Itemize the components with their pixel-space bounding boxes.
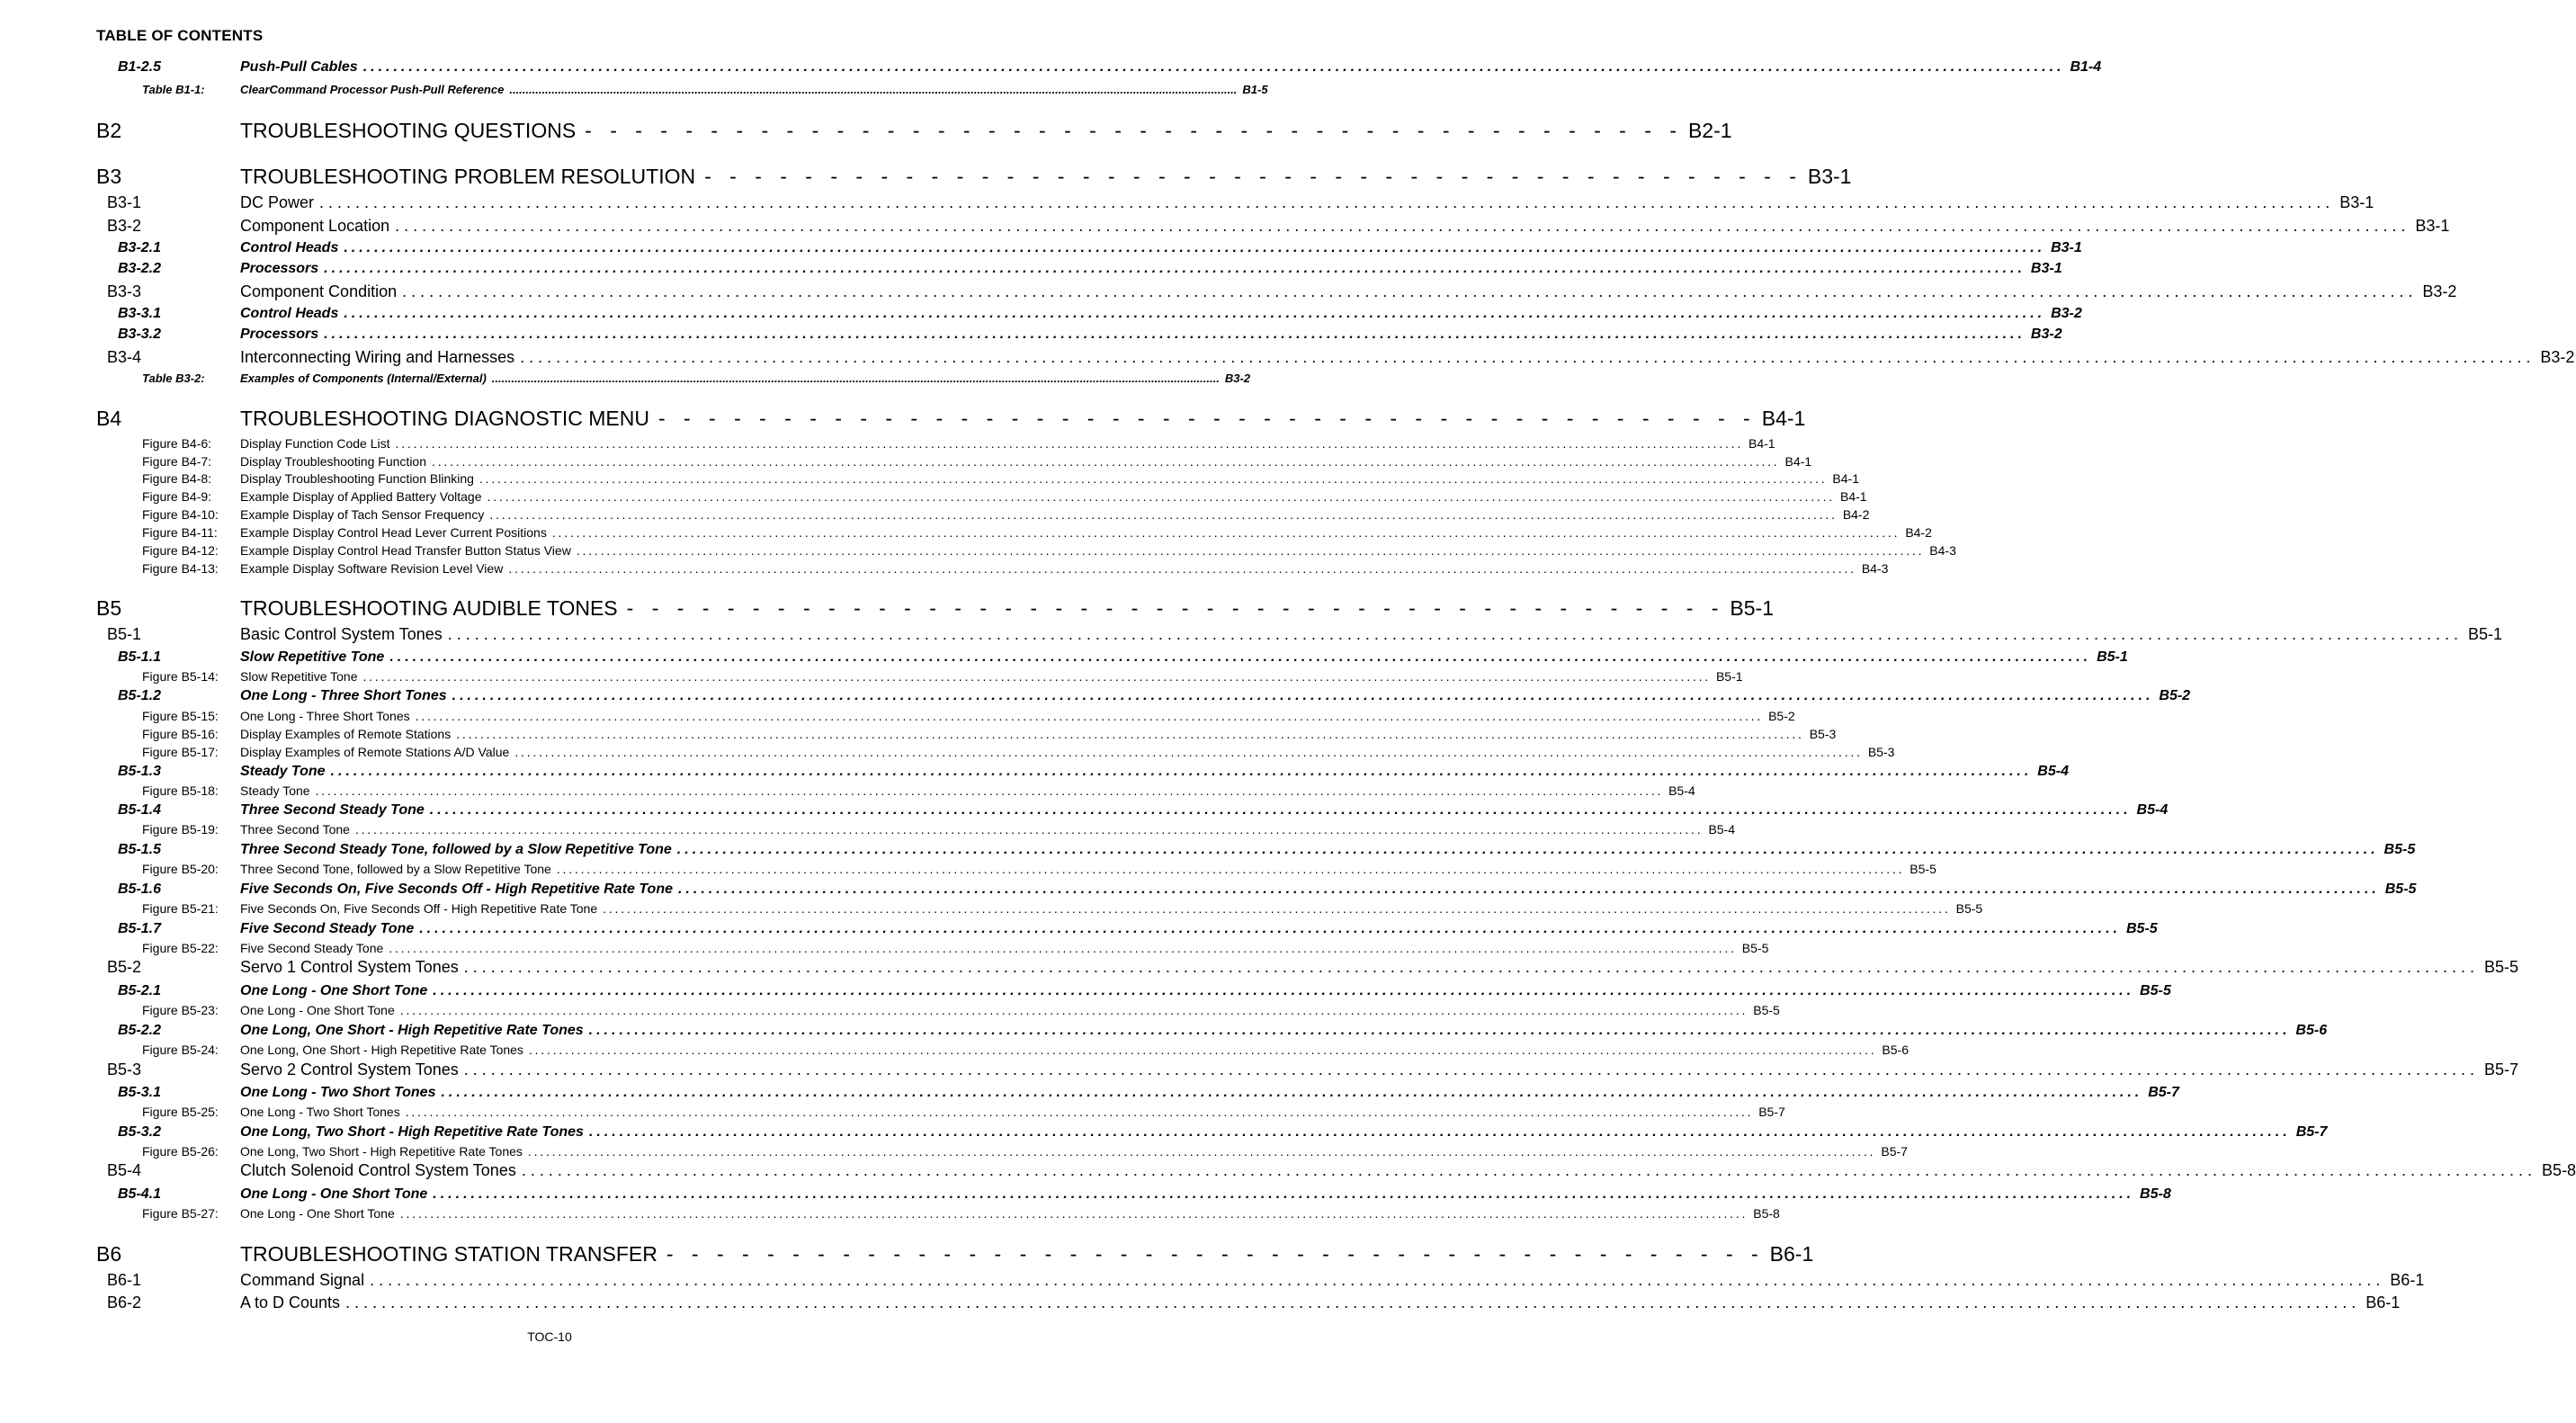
toc-entry-page: B5-1 [2097, 649, 2128, 665]
toc-entry-number: B5-3.2 [118, 1124, 162, 1140]
toc-entry-leader: ................................................................................................................................................................................................................................ [395, 436, 1744, 451]
toc-entry-number: B3-2.1 [118, 240, 162, 255]
toc-entry-body [240, 348, 2575, 367]
toc-entry-title: Servo 1 Control System Tones [240, 958, 459, 976]
toc-entry-body [240, 371, 1251, 385]
toc-entry-number: Figure B5-24: [142, 1043, 219, 1057]
toc-entry-page: B5-4 [2136, 802, 2169, 818]
toc-entry-body [240, 1003, 1780, 1017]
toc-entry-title: TROUBLESHOOTING STATION TRANSFER [240, 1242, 657, 1266]
toc-entry-leader: ................................................................................................................................................................................................................................ [452, 688, 2154, 703]
toc-entry-body [240, 862, 1936, 876]
toc-entry-leader: ................................................................................................................................................................................................................................ [433, 1186, 2135, 1202]
toc-entry-page: B3-1 [2051, 240, 2082, 255]
toc-entry-title: One Long - One Short Tone [240, 1186, 428, 1202]
toc-entry-page: B3-2 [1224, 371, 1251, 385]
page-header-title: TABLE OF CONTENTS [96, 27, 264, 44]
toc-entry-page: B3-2 [2051, 306, 2082, 321]
toc-entry-title: Display Examples of Remote Stations [240, 727, 452, 741]
toc-entry-page: B5-5 [2384, 842, 2416, 857]
toc-entry-title: TROUBLESHOOTING DIAGNOSTIC MENU [240, 407, 649, 430]
toc-entry-body [240, 165, 1852, 189]
toc-entry-title: One Long, One Short - High Repetitive Rate Tones [240, 1043, 523, 1057]
toc-entry-page: B5-8 [2542, 1161, 2576, 1179]
toc-entry-number: Figure B5-27: [142, 1206, 219, 1221]
toc-entry-title: DC Power [240, 193, 315, 211]
toc-entry-leader: ................................................................................................................................................................................................................................ [389, 941, 1737, 955]
toc-entry-body [240, 1043, 1909, 1057]
toc-entry-body [240, 958, 2519, 977]
toc-entry-leader: ................................................................................................................................................................................................................................ [415, 709, 1764, 723]
toc-entry-page: B4-1 [1832, 471, 1859, 486]
toc-entry-leader: ................................................................................................................................................................................................................................ [576, 543, 1925, 558]
toc-entry-title: Example Display Software Revision Level View [240, 561, 504, 576]
toc-entry-title: One Long, One Short - High Repetitive Rate Tones [240, 1023, 584, 1038]
toc-entry-leader: ................................................................................................................................................................................................................................ [405, 1105, 1754, 1119]
toc-entry-number: Figure B4-7: [142, 454, 212, 469]
toc-entry-leader: - - - - - - - - - - - - - - - - - - - - - - - - - - - - - - - - - - - - - - - - - - - - [626, 596, 1725, 620]
toc-entry-title: One Long - One Short Tone [240, 1003, 395, 1017]
toc-entry-page: B5-5 [2140, 983, 2171, 998]
toc-entry-leader: - - - - - - - - - - - - - - - - - - - - - - - - - - - - - - - - - - - - - - - - - - - - [666, 1242, 1765, 1266]
toc-entry-page: B5-5 [1955, 901, 1983, 916]
toc-entry-body [240, 217, 2450, 236]
toc-entry-title: ClearCommand Processor Push-Pull Reference [240, 83, 505, 96]
toc-entry-page: B4-1 [1784, 454, 1812, 469]
toc-entry-title: Example Display Control Head Lever Current Positions [240, 525, 547, 540]
toc-entry-leader: ................................................................................................................................................................................................................................ [354, 822, 1704, 837]
toc-entry-number: B3-3.1 [118, 306, 162, 321]
toc-entry-number: B5-1.2 [118, 688, 162, 703]
toc-entry-body [240, 471, 1859, 486]
toc-entry-page: B4-2 [1905, 525, 1932, 540]
toc-entry-title: Control Heads [240, 306, 339, 321]
toc-entry-title: Three Second Steady Tone, followed by a Slow Repetitive Tone [240, 842, 672, 857]
toc-entry-leader: ................................................................................................................................................................................................................................ [344, 240, 2046, 255]
toc-entry-title: One Long, Two Short - High Repetitive Rate Tones [240, 1144, 523, 1159]
toc-entry-title: One Long - Two Short Tones [240, 1105, 400, 1119]
toc-entry-title: Slow Repetitive Tone [240, 669, 358, 684]
toc-entry-body [240, 306, 2082, 322]
toc-entry-page: B3-2 [2030, 327, 2062, 342]
toc-entry-title: Steady Tone [240, 783, 310, 798]
toc-entry-title: TROUBLESHOOTING QUESTIONS [240, 119, 577, 142]
toc-entry-body [240, 543, 1956, 558]
toc-entry-leader: ................................................................................................................................................................................................................................ [344, 306, 2046, 321]
toc-entry-number: B5-3.1 [118, 1085, 162, 1100]
toc-entry-title: One Long - Three Short Tones [240, 688, 447, 703]
toc-entry-number: B3-1 [107, 193, 142, 211]
toc-entry-body [240, 1271, 2425, 1290]
toc-entry-number: Figure B4-11: [142, 525, 218, 540]
toc-entry-number: Table B1-1: [142, 83, 205, 96]
toc-entry-number: B5-1.7 [118, 921, 162, 936]
toc-entry-page: B3-1 [2415, 217, 2450, 235]
toc-entry-number: B1-2.5 [118, 59, 162, 75]
toc-entry-title: Command Signal [240, 1271, 365, 1289]
toc-entry-page: B5-3 [1867, 745, 1895, 759]
toc-entry-body [240, 783, 1695, 798]
toc-entry-title: Steady Tone [240, 764, 326, 779]
toc-entry-title: Display Troubleshooting Function [240, 454, 427, 469]
toc-entry-body [240, 764, 2069, 780]
toc-entry-body [240, 822, 1736, 837]
toc-entry-body [240, 193, 2375, 212]
toc-entry-page: B4-1 [1761, 407, 1806, 430]
toc-entry-page: B6-1 [1769, 1242, 1814, 1266]
toc-entry-number: Figure B5-22: [142, 941, 219, 955]
toc-entry-leader: ................................................................................................................................................................................................................................ [527, 1144, 1876, 1159]
toc-entry-body [240, 1061, 2519, 1079]
toc-entry-number: Figure B5-25: [142, 1105, 219, 1119]
toc-entry-body [240, 1105, 1785, 1119]
toc-entry-number: Figure B4-13: [142, 561, 219, 576]
toc-entry-title: Five Seconds On, Five Seconds Off - High Repetitive Rate Tone [240, 882, 673, 897]
toc-entry-body [240, 1206, 1780, 1221]
toc-entry-title: Clutch Solenoid Control System Tones [240, 1161, 516, 1179]
toc-entry-number: Figure B5-14: [142, 669, 219, 684]
toc-entry-page: B5-5 [1910, 862, 1936, 876]
toc-entry-number: B5-2.1 [118, 983, 162, 998]
toc-entry-page: B3-2 [2540, 348, 2575, 366]
toc-entry-leader: ................................................................................................................................................................................................................................ [521, 1161, 2537, 1179]
toc-entry-body [240, 59, 2102, 76]
toc-entry-body [240, 1186, 2171, 1203]
toc-entry-body [240, 901, 1983, 916]
toc-entry-body [240, 282, 2457, 301]
toc-entry-leader: ................................................................................................................................................................................................................................ [603, 901, 1951, 916]
toc-entry-number: Figure B5-16: [142, 727, 219, 741]
toc-entry-page: B5-5 [2484, 958, 2519, 976]
toc-entry-number: B5 [96, 596, 122, 620]
toc-entry-title: Example Display Control Head Transfer Button Status View [240, 543, 571, 558]
toc-entry-number: Figure B5-15: [142, 709, 219, 723]
toc-entry-page: B1-4 [2070, 59, 2102, 75]
toc-entry-number: B3-2.2 [118, 261, 162, 276]
toc-entry-title: Component Condition [240, 282, 398, 300]
toc-entry-leader: ................................................................................................................................................................................................................................ [433, 983, 2135, 998]
toc-entry-title: Five Second Steady Tone [240, 921, 415, 936]
toc-entry-page: B3-1 [2339, 193, 2375, 211]
toc-entry-leader: ................................................................................................................................................................................................................................ [676, 842, 2379, 857]
toc-entry-leader: ................................................................................................................................................................................................................................ [330, 764, 2033, 779]
toc-entry-leader: ................................................................................................................................................................................................................................ [429, 802, 2132, 818]
toc-entry-page: B4-1 [1839, 489, 1867, 504]
toc-entry-title: Example Display of Tach Sensor Frequency [240, 507, 485, 522]
toc-entry-page: B5-4 [1708, 822, 1736, 837]
toc-entry-page: B5-7 [2484, 1061, 2519, 1078]
toc-entry-page: B5-5 [1741, 941, 1769, 955]
toc-entry-body [240, 625, 2503, 644]
toc-entry-title: Five Seconds On, Five Seconds Off - High Repetitive Rate Tone [240, 901, 598, 916]
toc-entry-page: B5-1 [1730, 596, 1775, 620]
page-number: TOC-10 [527, 1329, 572, 1344]
toc-entry-leader: ................................................................................................................................................................................................................................ [447, 625, 2463, 643]
toc-entry-page: B5-6 [1882, 1043, 1909, 1057]
toc-entry-leader: ................................................................................................................................................................................................................................ [399, 1003, 1749, 1017]
toc-entry-body [240, 709, 1795, 723]
toc-entry-page: B5-7 [2295, 1124, 2328, 1140]
toc-entry-page: B5-7 [1881, 1144, 1908, 1159]
toc-entry-leader: ................................................................................................................................................................................................................................ [395, 217, 2411, 235]
toc-entry-body [240, 436, 1775, 451]
toc-entry-leader: ................................................................................................................................................................................................................................ [315, 783, 1664, 798]
toc-entry-leader: ................................................................................................................................................................................................................................ [487, 489, 1835, 504]
toc-entry-title: Processors [240, 261, 319, 276]
toc-entry-leader: ................................................................................................................................................................................................................................ [362, 669, 1711, 684]
toc-entry-leader: ................................................................................................................................................................................................................................ [508, 561, 1856, 576]
toc-entry-number: Figure B5-18: [142, 783, 219, 798]
toc-entry-number: Figure B4-9: [142, 489, 212, 504]
toc-entry-number: B5-3 [107, 1061, 142, 1078]
toc-entry-body [240, 1085, 2179, 1101]
toc-entry-body [240, 489, 1867, 504]
toc-entry-body [240, 1124, 2328, 1141]
toc-entry-page: B4-1 [1749, 436, 1775, 451]
toc-entry-leader: ................................................................................................................................................................................................................................ [402, 282, 2418, 300]
toc-entry-page: B5-8 [2140, 1186, 2171, 1202]
toc-entry-page: B1-5 [1242, 83, 1268, 96]
toc-entry-number: Figure B4-10: [142, 507, 219, 522]
toc-entry-leader: ................................................................................................................................................................................................................................ [324, 261, 2026, 276]
toc-entry-page: B5-7 [2148, 1085, 2179, 1100]
toc-entry-page: B4-3 [1929, 543, 1956, 558]
toc-entry-leader: ................................................................................................................................................................................................................................ [528, 1043, 1877, 1057]
toc-entry-leader: ................................................................................................................................................................................................................................ [324, 327, 2026, 342]
toc-entry-body [240, 842, 2416, 858]
toc-entry-title: Display Function Code List [240, 436, 390, 451]
toc-entry-title: Display Troubleshooting Function Blinking [240, 471, 474, 486]
toc-entry-body [240, 688, 2191, 704]
toc-entry-page: B5-2 [2159, 688, 2191, 703]
toc-entry-body [240, 454, 1812, 469]
toc-entry-leader: ................................................................................................................................................................................................................................ [345, 1293, 2361, 1311]
toc-entry-number: B2 [96, 119, 122, 142]
toc-entry-leader: - - - - - - - - - - - - - - - - - - - - - - - - - - - - - - - - - - - - - - - - - - - - [585, 119, 1683, 142]
toc-entry-leader: ................................................................................................................................................................................................................................ [399, 1206, 1749, 1221]
toc-entry-title: Three Second Steady Tone [240, 802, 425, 818]
toc-entry-number: B3-3.2 [118, 327, 162, 342]
toc-entry-body [240, 983, 2171, 999]
toc-entry-body [240, 261, 2062, 277]
toc-entry-number: B5-1.4 [118, 802, 162, 818]
toc-entry-number: Figure B4-12: [142, 543, 219, 558]
toc-entry-title: Processors [240, 327, 319, 342]
toc-entry-number: B5-1.1 [118, 649, 162, 665]
toc-entry-body [240, 596, 1775, 621]
toc-entry-title: TROUBLESHOOTING AUDIBLE TONES [240, 596, 618, 620]
toc-entry-leader: ................................................................................................................................................................................................................................ [520, 348, 2536, 366]
toc-entry-leader: ................................................................................................................................................................................................................................ [463, 1061, 2479, 1078]
toc-entry-body [240, 240, 2082, 256]
toc-entry-title: One Long - Two Short Tones [240, 1085, 436, 1100]
toc-entry-body [240, 941, 1769, 955]
toc-entry-leader: ................................................................................................................................................................................................................................ [551, 525, 1901, 540]
toc-entry-leader: ................................................................................................................................................................................................................................ [370, 1271, 2385, 1289]
toc-entry-number: Figure B5-26: [142, 1144, 219, 1159]
toc-entry-leader: ................................................................................................................................................................................................................................ [556, 862, 1905, 876]
toc-entry-title: Five Second Steady Tone [240, 941, 384, 955]
toc-entry-leader: ................................................................................................................................................................................................................................ [588, 1023, 2291, 1038]
toc-entry-number: B3-2 [107, 217, 142, 235]
toc-entry-number: Figure B4-6: [142, 436, 212, 451]
toc-entry-body [240, 1161, 2576, 1180]
toc-entry-body [240, 921, 2158, 937]
toc-entry-leader: ................................................................................................................................................................................................................................ [588, 1124, 2291, 1140]
toc-entry-title: Three Second Tone, followed by a Slow Repetitive Tone [240, 862, 551, 876]
toc-entry-body [240, 83, 1268, 96]
toc-entry-number: Figure B5-23: [142, 1003, 219, 1017]
toc-entry-title: Interconnecting Wiring and Harnesses [240, 348, 515, 366]
toc-entry-body [240, 1242, 1814, 1266]
toc-entry-page: B3-1 [1807, 165, 1852, 188]
toc-entry-page: B5-1 [2467, 625, 2503, 643]
toc-entry-title: One Long - Three Short Tones [240, 709, 410, 723]
toc-entry-number: B5-1.6 [118, 882, 162, 897]
toc-entry-leader: ................................................................................................................................................................................................................................ [419, 921, 2121, 936]
toc-entry-number: B6-1 [107, 1271, 142, 1289]
toc-entry-leader: - - - - - - - - - - - - - - - - - - - - - - - - - - - - - - - - - - - - - - - - - - - - [704, 165, 1802, 188]
toc-entry-page: B5-4 [2037, 764, 2069, 779]
toc-entry-number: B5-1 [107, 625, 142, 643]
toc-entry-leader: ................................................................................................................................................................................................................................ [389, 649, 2092, 665]
toc-entry-page: B6-1 [2366, 1293, 2401, 1311]
toc-entry-number: Figure B5-21: [142, 901, 219, 916]
toc-entry-page: B5-7 [1758, 1105, 1785, 1119]
toc-entry-leader: ................................................................................................................................................................................................................................ [441, 1085, 2143, 1100]
toc-entry-body [240, 327, 2062, 343]
toc-entry-leader: ................................................................................................................................................................................................................................ [362, 59, 2065, 75]
toc-entry-number: B6 [96, 1242, 122, 1266]
toc-entry-page: B2-1 [1687, 119, 1732, 142]
toc-entry-body [240, 745, 1895, 759]
toc-entry-page: B5-1 [1715, 669, 1743, 684]
toc-entry-page: B5-3 [1809, 727, 1837, 741]
toc-entry-number: B5-1.3 [118, 764, 162, 779]
toc-entry-page: B5-5 [1753, 1003, 1780, 1017]
toc-entry-leader: ................................................................................................................................................................................................................................ [514, 745, 1863, 759]
toc-entry-leader: ................................................................................................................................................................................................................................ [489, 507, 1838, 522]
toc-entry-page: B5-4 [1668, 783, 1695, 798]
toc-entry-leader: ................................................................................................................................................................................................................................ [456, 727, 1804, 741]
toc-entry-body [240, 561, 1889, 576]
toc-entry-title: Examples of Components (Internal/External) [240, 371, 487, 385]
toc-entry-page: B4-3 [1861, 561, 1889, 576]
toc-entry-title: A to D Counts [240, 1293, 341, 1311]
toc-entry-leader: ................................................................................................................................................................................................................................ [432, 454, 1780, 469]
toc-entry-number: Figure B5-20: [142, 862, 219, 876]
toc-entry-body [240, 525, 1932, 540]
toc-entry-leader: ................................................................................................................................................................................................................................ [319, 193, 2335, 211]
toc-entry-title: TROUBLESHOOTING PROBLEM RESOLUTION [240, 165, 696, 188]
toc-entry-body [240, 1023, 2328, 1039]
toc-entry-title: Three Second Tone [240, 822, 350, 837]
toc-entry-body [240, 649, 2128, 666]
toc-entry-number: B3-4 [107, 348, 142, 366]
toc-entry-number: B4 [96, 407, 122, 430]
toc-entry-title: Servo 2 Control System Tones [240, 1061, 459, 1078]
toc-entry-page: B5-5 [2384, 882, 2417, 897]
toc-entry-page: B3-2 [2422, 282, 2457, 300]
toc-entry-title: Display Examples of Remote Stations A/D Value [240, 745, 510, 759]
toc-entry-page: B5-6 [2295, 1023, 2328, 1038]
toc-entry-number: B5-2 [107, 958, 142, 976]
toc-entry-page: B5-2 [1768, 709, 1795, 723]
toc-entry-body [240, 882, 2417, 898]
toc-entry-leader: - - - - - - - - - - - - - - - - - - - - - - - - - - - - - - - - - - - - - - - - - - - - [657, 407, 1757, 430]
toc-entry-title: Push-Pull Cables [240, 59, 358, 75]
toc-entry-number: B5-4 [107, 1161, 142, 1179]
toc-entry-body [240, 407, 1806, 431]
toc-entry-number: B5-2.2 [118, 1023, 162, 1038]
toc-entry-number: B5-4.1 [118, 1186, 162, 1202]
toc-entry-page: B6-1 [2390, 1271, 2425, 1289]
toc-entry-number: B3 [96, 165, 122, 188]
toc-entry-page: B5-8 [1753, 1206, 1780, 1221]
toc-entry-body [240, 669, 1743, 684]
toc-entry-title: Basic Control System Tones [240, 625, 443, 643]
toc-entry-number: Figure B4-8: [142, 471, 212, 486]
toc-entry-title: Control Heads [240, 240, 339, 255]
toc-entry-page: B4-2 [1842, 507, 1870, 522]
toc-entry-leader: ................................................................................................................................................................................................................................ [479, 471, 1828, 486]
toc-entry-leader: ................................................................................................................................................................................................................................ [463, 958, 2479, 976]
toc-entry-body [240, 1293, 2401, 1312]
toc-entry-title: One Long - One Short Tone [240, 1206, 395, 1221]
toc-entry-number: B5-1.5 [118, 842, 162, 857]
toc-entry-leader: ................................................................................................................................................................................................................................ [509, 83, 1238, 96]
toc-entry-title: Component Location [240, 217, 390, 235]
toc-entry-body [240, 727, 1837, 741]
toc-entry-number: B6-2 [107, 1293, 142, 1311]
toc-entry-body [240, 507, 1870, 522]
toc-entry-title: Example Display of Applied Battery Voltage [240, 489, 482, 504]
toc-entry-leader: ................................................................................................................................................................................................................................ [491, 371, 1220, 385]
toc-entry-number: Figure B5-19: [142, 822, 219, 837]
toc-entry-title: Slow Repetitive Tone [240, 649, 385, 665]
toc-entry-page: B5-5 [2125, 921, 2158, 936]
toc-entry-number: B3-3 [107, 282, 142, 300]
toc-entry-number: Table B3-2: [142, 371, 205, 385]
toc-entry-body [240, 119, 1732, 143]
toc-entry-title: One Long, Two Short - High Repetitive Rate Tones [240, 1124, 584, 1140]
toc-entry-body [240, 802, 2169, 819]
toc-entry-number: Figure B5-17: [142, 745, 219, 759]
toc-entry-leader: ................................................................................................................................................................................................................................ [677, 882, 2380, 897]
toc-entry-page: B3-1 [2030, 261, 2062, 276]
toc-entry-title: One Long - One Short Tone [240, 983, 428, 998]
toc-entry-body [240, 1144, 1908, 1159]
